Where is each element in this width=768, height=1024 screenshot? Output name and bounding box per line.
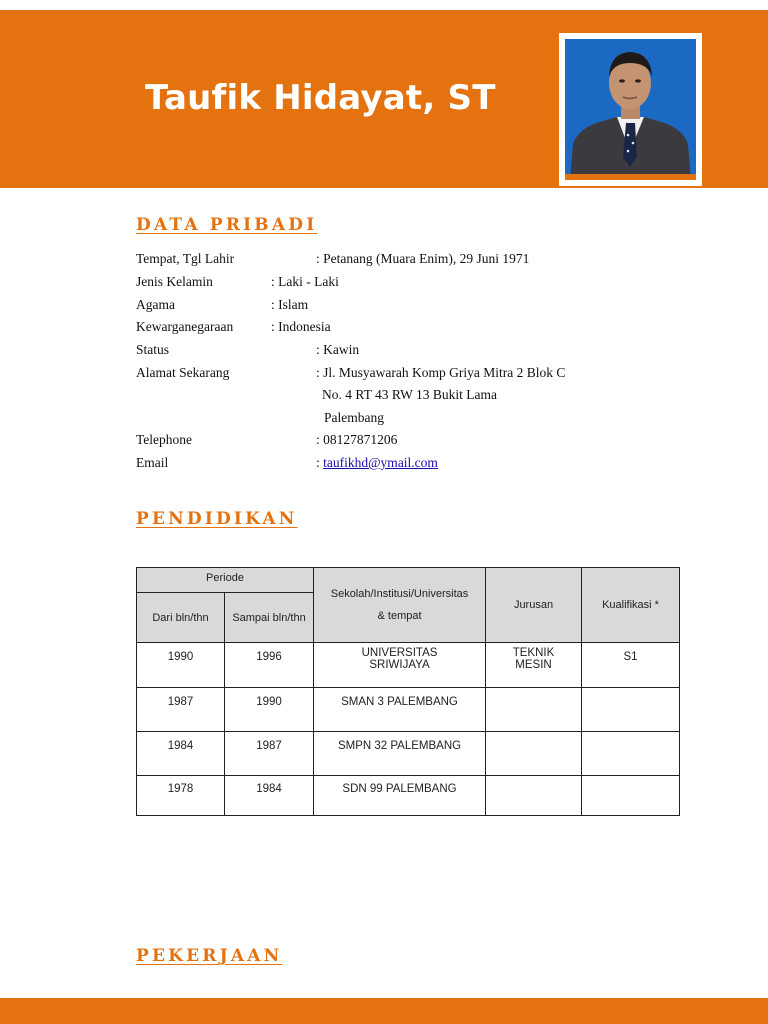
value-address-line2: No. 4 RT 43 RW 13 Bukit Lama xyxy=(322,387,497,402)
cell-major xyxy=(486,688,582,732)
section-title-pekerjaan: PEKERJAAN xyxy=(136,946,283,966)
profile-photo xyxy=(565,39,696,180)
cell-qualification: S1 xyxy=(582,643,680,688)
section-title-pendidikan: PENDIDIKAN xyxy=(136,509,298,529)
cell-to: 1987 xyxy=(225,732,314,776)
value-address-line3: Palembang xyxy=(324,410,384,425)
cell-qualification xyxy=(582,776,680,816)
cell-from: 1984 xyxy=(137,732,225,776)
photo-accent-strip xyxy=(565,174,696,180)
table-row xyxy=(137,688,680,732)
cell-qualification xyxy=(582,688,680,732)
value-citizenship: : Indonesia xyxy=(271,319,331,334)
value-phone: : 08127871206 xyxy=(316,432,398,447)
value-gender: : Laki - Laki xyxy=(271,274,339,289)
header-qualification: Kualifikasi * xyxy=(582,568,680,643)
cell-to: 1984 xyxy=(225,776,314,816)
table-row xyxy=(137,732,680,776)
label-status: Status xyxy=(136,342,170,357)
cell-qualification xyxy=(582,732,680,776)
email-colon: : xyxy=(316,455,324,470)
cell-school: SMPN 32 PALEMBANG xyxy=(314,732,486,776)
profile-photo-frame xyxy=(559,33,702,186)
email-link[interactable]: taufikhd@ymail.com xyxy=(323,455,438,470)
cell-major xyxy=(486,776,582,816)
label-birth: Tempat, Tgl Lahir xyxy=(136,251,235,266)
value-address-line1: : Jl. Musyawarah Komp Griya Mitra 2 Blok C xyxy=(316,365,566,380)
person-name: Taufik Hidayat, ST xyxy=(145,78,496,118)
header-school-line1: Sekolah/Institusi/Universitas xyxy=(330,588,469,600)
person-portrait-icon xyxy=(565,39,696,180)
cell-to: 1990 xyxy=(225,688,314,732)
header-from: Dari bln/thn xyxy=(137,593,225,643)
table-row xyxy=(137,643,680,688)
value-status: : Kawin xyxy=(316,342,360,357)
education-table xyxy=(136,567,680,816)
label-gender: Jenis Kelamin xyxy=(136,274,213,289)
label-address: Alamat Sekarang xyxy=(136,365,230,380)
header-major: Jurusan xyxy=(486,568,582,643)
header-school-line2: & tempat xyxy=(377,610,422,622)
value-religion: : Islam xyxy=(271,297,309,312)
cell-major xyxy=(486,732,582,776)
label-citizenship: Kewarganegaraan xyxy=(136,319,234,334)
label-email: Email xyxy=(136,455,169,470)
header-periode: Periode xyxy=(137,568,314,593)
label-religion: Agama xyxy=(136,297,175,312)
value-birth: : Petanang (Muara Enim), 29 Juni 1971 xyxy=(316,251,530,266)
label-phone: Telephone xyxy=(136,432,193,447)
header-to: Sampai bln/thn xyxy=(225,593,314,643)
footer-bar xyxy=(0,998,768,1024)
header-school xyxy=(314,568,486,643)
cell-major: TEKNIK MESIN xyxy=(486,643,582,688)
value-email-wrapper xyxy=(316,455,438,471)
table-row xyxy=(137,776,680,816)
section-title-data-pribadi: DATA PRIBADI xyxy=(136,215,318,235)
cell-to: 1996 xyxy=(225,643,314,688)
cell-school: SDN 99 PALEMBANG xyxy=(314,776,486,816)
cell-school: SMAN 3 PALEMBANG xyxy=(314,688,486,732)
cell-from: 1990 xyxy=(137,643,225,688)
cell-school: UNIVERSITAS SRIWIJAYA xyxy=(314,643,486,688)
cell-from: 1987 xyxy=(137,688,225,732)
cell-from: 1978 xyxy=(137,776,225,816)
